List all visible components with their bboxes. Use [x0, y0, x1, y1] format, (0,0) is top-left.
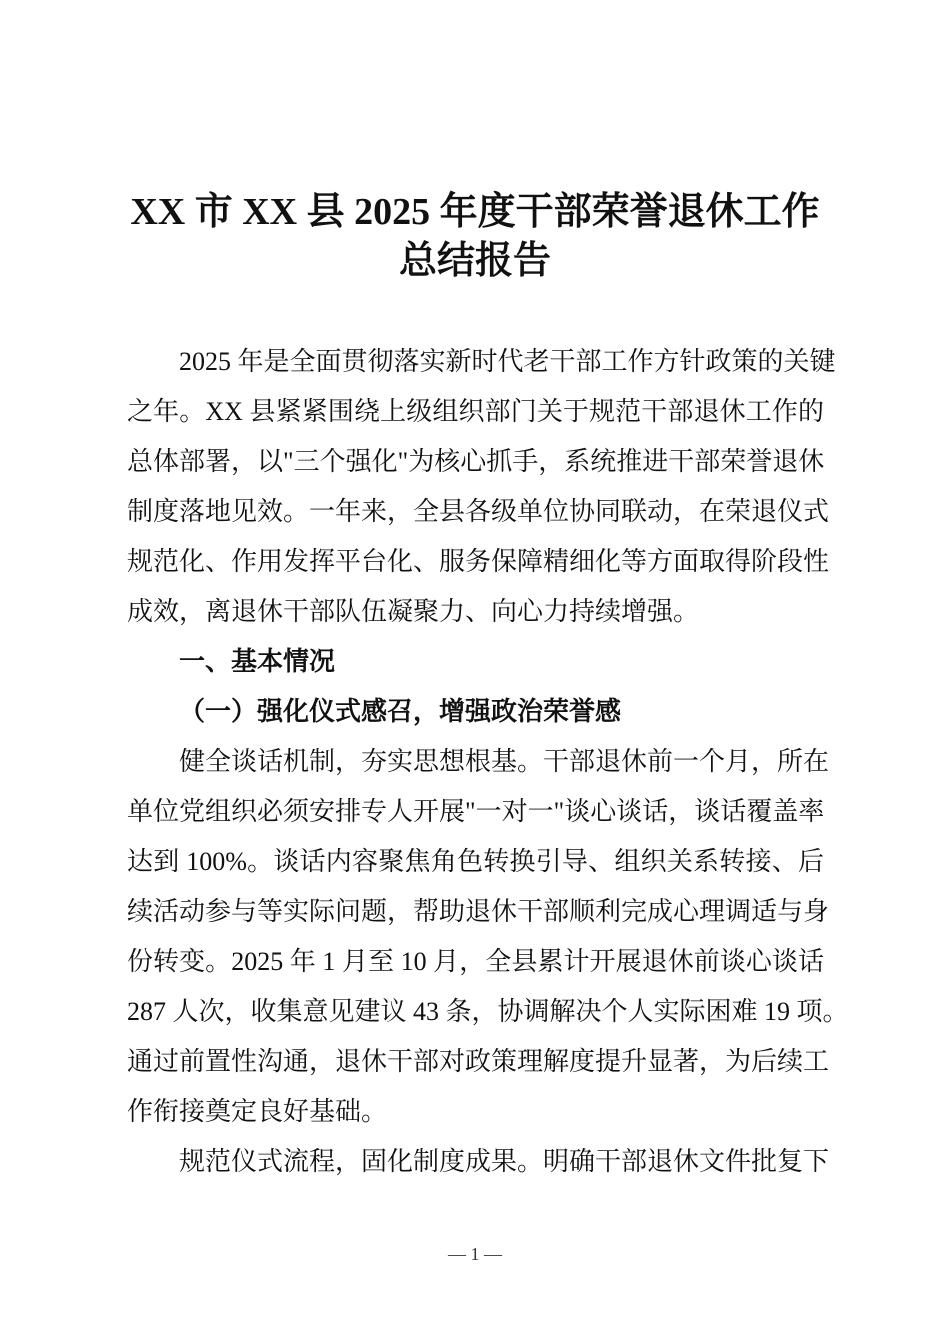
text-line: 作衔接奠定良好基础。	[127, 1097, 388, 1126]
text-line: 份转变。2025 年 1 月至 10 月，全县累计开展退休前谈心谈话	[127, 947, 824, 976]
document-title	[0, 188, 950, 286]
text-line: 续活动参与等实际问题，帮助退休干部顺利完成心理调适与身	[127, 897, 830, 926]
paragraph	[127, 737, 849, 1137]
subsection-heading	[127, 687, 824, 737]
text-line: 达到 100%。谈话内容聚焦角色转换引导、组织关系转接、后	[127, 847, 824, 876]
text-line: 规范化、作用发挥平台化、服务保障精细化等方面取得阶段性	[127, 547, 830, 576]
text-line: 制度落地见效。一年来，全县各级单位协同联动，在荣退仪式	[127, 497, 830, 526]
text-line: （一）强化仪式感召，增强政治荣誉感	[179, 697, 622, 726]
paragraph	[127, 1137, 830, 1187]
document-body	[127, 337, 849, 1187]
text-line: 通过前置性沟通，退休干部对政策理解度提升显著，为后续工	[127, 1047, 830, 1076]
text-line: 2025 年是全面贯彻落实新时代老干部工作方针政策的关键	[179, 347, 836, 376]
text-line: 健全谈话机制，夯实思想根基。干部退休前一个月，所在	[179, 747, 830, 776]
section-heading	[127, 637, 824, 687]
text-line: 总体部署，以"三个强化"为核心抓手，系统推进干部荣誉退休	[127, 447, 825, 476]
title-line-1: XX 市 XX 县 2025 年度干部荣誉退休工作	[130, 191, 820, 233]
paragraph	[127, 337, 836, 637]
text-line: 287 人次，收集意见建议 43 条，协调解决个人实际困难 19 项。	[127, 997, 849, 1026]
text-line: 成效，离退休干部队伍凝聚力、向心力持续增强。	[127, 597, 700, 626]
page-number: — 1 —	[448, 1244, 502, 1264]
text-line: 一、基本情况	[179, 647, 336, 676]
text-line: 之年。XX 县紧紧围绕上级组织部门关于规范干部退休工作的	[127, 397, 824, 426]
text-line: 单位党组织必须安排专人开展"一对一"谈心谈话，谈话覆盖率	[127, 797, 825, 826]
title-line-2: 总结报告	[398, 240, 551, 282]
text-line: 规范仪式流程，固化制度成果。明确干部退休文件批复下	[179, 1147, 830, 1176]
